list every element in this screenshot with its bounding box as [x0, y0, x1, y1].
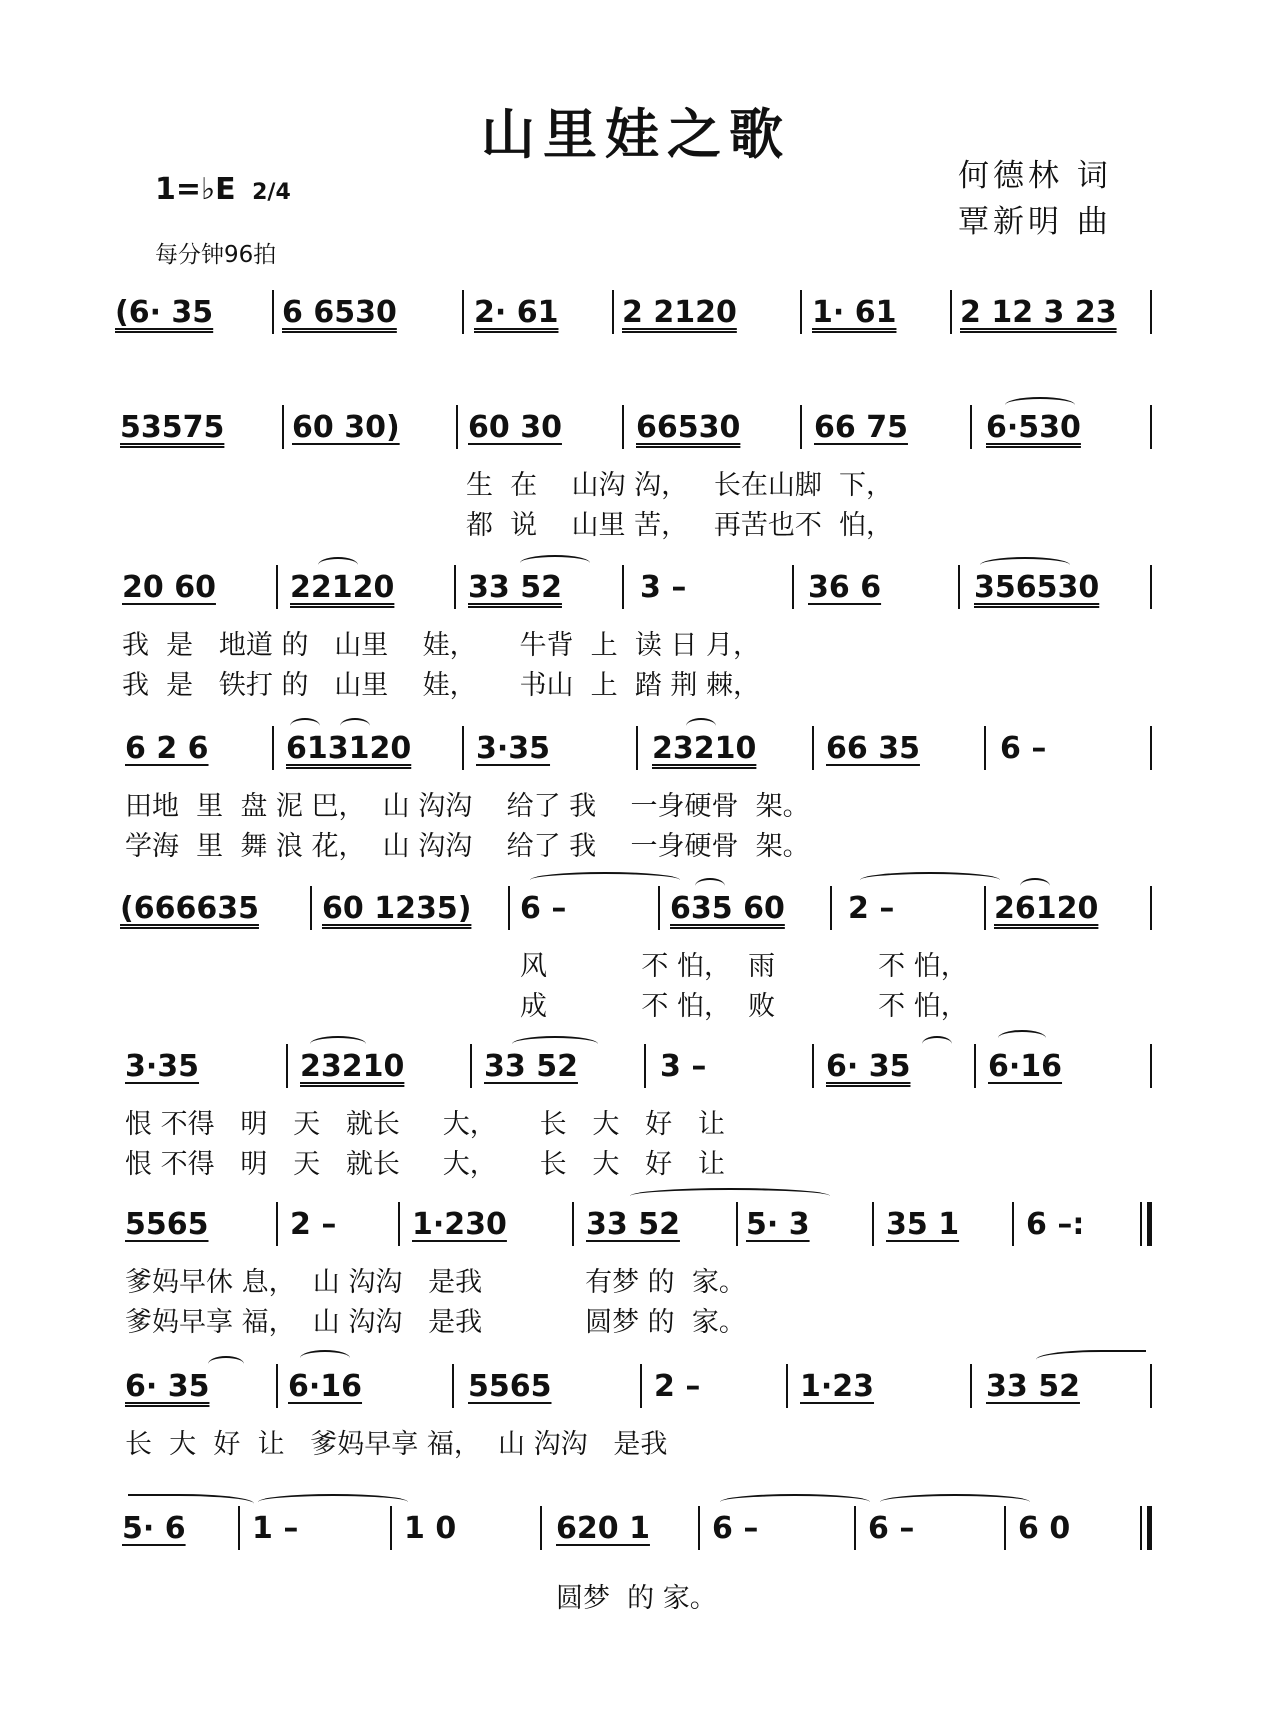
bar-line [974, 1044, 976, 1088]
measure: 6 – [712, 1511, 759, 1546]
lyric-line-verse1: 田地 里 盘 泥 巴， 山 沟沟 给了 我 一身硬骨 架。 [125, 791, 810, 822]
measure: 2 – [848, 891, 895, 926]
bar-line [310, 886, 312, 930]
measure: 5· 3 [746, 1207, 810, 1242]
measure: 6 0 [1018, 1511, 1071, 1546]
measure: 23210 [652, 731, 757, 766]
bar-line [622, 565, 624, 609]
measure: 60 1235) [322, 891, 472, 926]
measure: 5565 [125, 1207, 209, 1242]
bar-line [984, 886, 986, 930]
lyric-line-verse1: 我 是 地道 的 山里 娃， 牛背 上 读 日 月， [122, 630, 760, 661]
bar-line [984, 726, 986, 770]
slur [208, 1356, 244, 1372]
bar-line [1012, 1202, 1014, 1246]
measure: 6 – [868, 1511, 915, 1546]
slur [300, 1350, 350, 1366]
bar-line [640, 1364, 642, 1408]
bar-line [1150, 565, 1152, 609]
repeat-end-bar [1147, 1202, 1152, 1246]
bar-line [1150, 405, 1152, 449]
bar-line [812, 1044, 814, 1088]
measure: (6· 35 [115, 295, 214, 330]
bar-line [282, 405, 284, 449]
slur [630, 1188, 830, 1204]
bar-line [470, 1044, 472, 1088]
song-title: 山里娃之歌 [481, 102, 791, 166]
bar-line [452, 1364, 454, 1408]
measure: 1 0 [404, 1511, 457, 1546]
bar-line [276, 1202, 278, 1246]
lyric-line-verse1: 长 大 好 让 爹妈早享 福， 山 沟沟 是我 [125, 1429, 668, 1460]
bar-line [970, 405, 972, 449]
bar-line [1004, 1506, 1006, 1550]
measure: 2 – [654, 1369, 701, 1404]
final-bar [1147, 1506, 1152, 1550]
measure: 6· 35 [826, 1049, 911, 1084]
measure: 1· 61 [812, 295, 897, 330]
lyric-line-verse1: 恨 不得 明 天 就长 大， 长 大 好 让 [125, 1109, 725, 1140]
bar-line [572, 1202, 574, 1246]
bar-line [736, 1202, 738, 1246]
measure: 6·16 [288, 1369, 363, 1404]
bar-line [390, 1506, 392, 1550]
bar-line [238, 1506, 240, 1550]
lyric-line-verse2: 爹妈早享 福， 山 沟沟 是我 圆梦 的 家。 [125, 1307, 746, 1338]
slur [1036, 1350, 1146, 1366]
measure: 66 75 [814, 410, 908, 445]
measure: 22120 [290, 570, 395, 605]
measure: 1·23 [800, 1369, 875, 1404]
measure: 6 – [1000, 731, 1047, 766]
measure: 613120 [286, 731, 412, 766]
measure: 33 52 [468, 570, 562, 605]
bar-line [462, 726, 464, 770]
bar-line [854, 1506, 856, 1550]
measure: 2 12 3 23 [960, 295, 1117, 330]
lyric-line-verse1: 圆梦 的 家。 [556, 1583, 717, 1614]
bar-line [272, 290, 274, 334]
measure: 6 6530 [282, 295, 397, 330]
lyric-line-verse2: 恨 不得 明 天 就长 大， 长 大 好 让 [125, 1149, 725, 1180]
measure: 66 35 [826, 731, 920, 766]
measure: 53575 [120, 410, 225, 445]
bar-line [462, 290, 464, 334]
bar-line [540, 1506, 542, 1550]
measure: 3 – [640, 570, 687, 605]
bar-line [1150, 1364, 1152, 1408]
measure: 356530 [974, 570, 1100, 605]
bar-line [958, 565, 960, 609]
measure: 60 30 [468, 410, 562, 445]
measure: 26120 [994, 891, 1099, 926]
bar-line [286, 1044, 288, 1088]
measure: 6·16 [988, 1049, 1063, 1084]
bar-line [1150, 1044, 1152, 1088]
measure: 33 52 [586, 1207, 680, 1242]
measure: 5· 6 [122, 1511, 186, 1546]
bar-line [508, 886, 510, 930]
bar-line [1150, 886, 1152, 930]
bar-line [644, 1044, 646, 1088]
measure: 620 1 [556, 1511, 650, 1546]
measure: 2· 61 [474, 295, 559, 330]
slur [880, 1494, 1030, 1510]
measure: 6 – [520, 891, 567, 926]
measure: 33 52 [986, 1369, 1080, 1404]
time-signature: 2/4 [252, 180, 291, 205]
lyric-line-verse1: 风 不 怕， 雨 不 怕， [520, 951, 968, 982]
measure: 20 60 [122, 570, 216, 605]
measure: 66530 [636, 410, 741, 445]
bar-line [1150, 290, 1152, 334]
measure: 60 30) [292, 410, 400, 445]
measure: 36 6 [808, 570, 882, 605]
measure: 2 2120 [622, 295, 737, 330]
measure: 635 60 [670, 891, 785, 926]
bar-line [698, 1506, 700, 1550]
measure: 6· 35 [125, 1369, 210, 1404]
composer-credit: 覃新明 曲 [958, 204, 1112, 240]
bar-line [276, 565, 278, 609]
bar-line [612, 290, 614, 334]
bar-line [456, 405, 458, 449]
measure: 6·530 [986, 410, 1081, 445]
slur [998, 1030, 1046, 1046]
bar-line [658, 886, 660, 930]
slur [258, 1494, 408, 1510]
bar-line [636, 726, 638, 770]
bar-line [398, 1202, 400, 1246]
lyric-line-verse2: 我 是 铁打 的 山里 娃， 书山 上 踏 荆 棘， [122, 670, 760, 701]
measure: 6 –: [1026, 1207, 1085, 1242]
bar-line [872, 1202, 874, 1246]
bar-line [970, 1364, 972, 1408]
lyric-line-verse2: 成 不 怕， 败 不 怕， [520, 991, 968, 1022]
measure: 33 52 [484, 1049, 578, 1084]
measure: 1·230 [412, 1207, 507, 1242]
key-signature [155, 172, 291, 207]
bar-line [1150, 726, 1152, 770]
measure: 3 – [660, 1049, 707, 1084]
bar-line [800, 290, 802, 334]
measure: 35 1 [886, 1207, 960, 1242]
bar-line [1140, 1506, 1142, 1550]
lyricist-credit: 何德林 词 [958, 158, 1112, 194]
bar-line [800, 405, 802, 449]
bar-line [812, 726, 814, 770]
measure: (666635 [120, 891, 259, 926]
measure: 6 2 6 [125, 731, 209, 766]
slur [128, 1494, 254, 1510]
lyric-line-verse2: 都 说 山里 苦， 再苦也不 怕， [466, 510, 893, 541]
slur [922, 1036, 952, 1052]
measure: 1 – [252, 1511, 299, 1546]
measure: 3·35 [476, 731, 551, 766]
bar-line [1140, 1202, 1142, 1246]
measure: 23210 [300, 1049, 405, 1084]
lyric-line-verse1: 爹妈早休 息， 山 沟沟 是我 有梦 的 家。 [125, 1267, 746, 1298]
slur [720, 1494, 870, 1510]
bar-line [622, 405, 624, 449]
bar-line [950, 290, 952, 334]
bar-line [786, 1364, 788, 1408]
measure: 2 – [290, 1207, 337, 1242]
measure: 5565 [468, 1369, 552, 1404]
bar-line [454, 565, 456, 609]
bar-line [792, 565, 794, 609]
bar-line [272, 726, 274, 770]
measure: 3·35 [125, 1049, 200, 1084]
lyric-line-verse2: 学海 里 舞 浪 花， 山 沟沟 给了 我 一身硬骨 架。 [125, 831, 810, 862]
bar-line [276, 1364, 278, 1408]
lyric-line-verse1: 生 在 山沟 沟， 长在山脚 下， [466, 470, 893, 501]
key-label: 1=♭E [155, 172, 236, 207]
bar-line [830, 886, 832, 930]
tempo-marking: 每分钟96拍 [155, 242, 277, 268]
slur [520, 555, 590, 571]
slur [860, 872, 1000, 888]
